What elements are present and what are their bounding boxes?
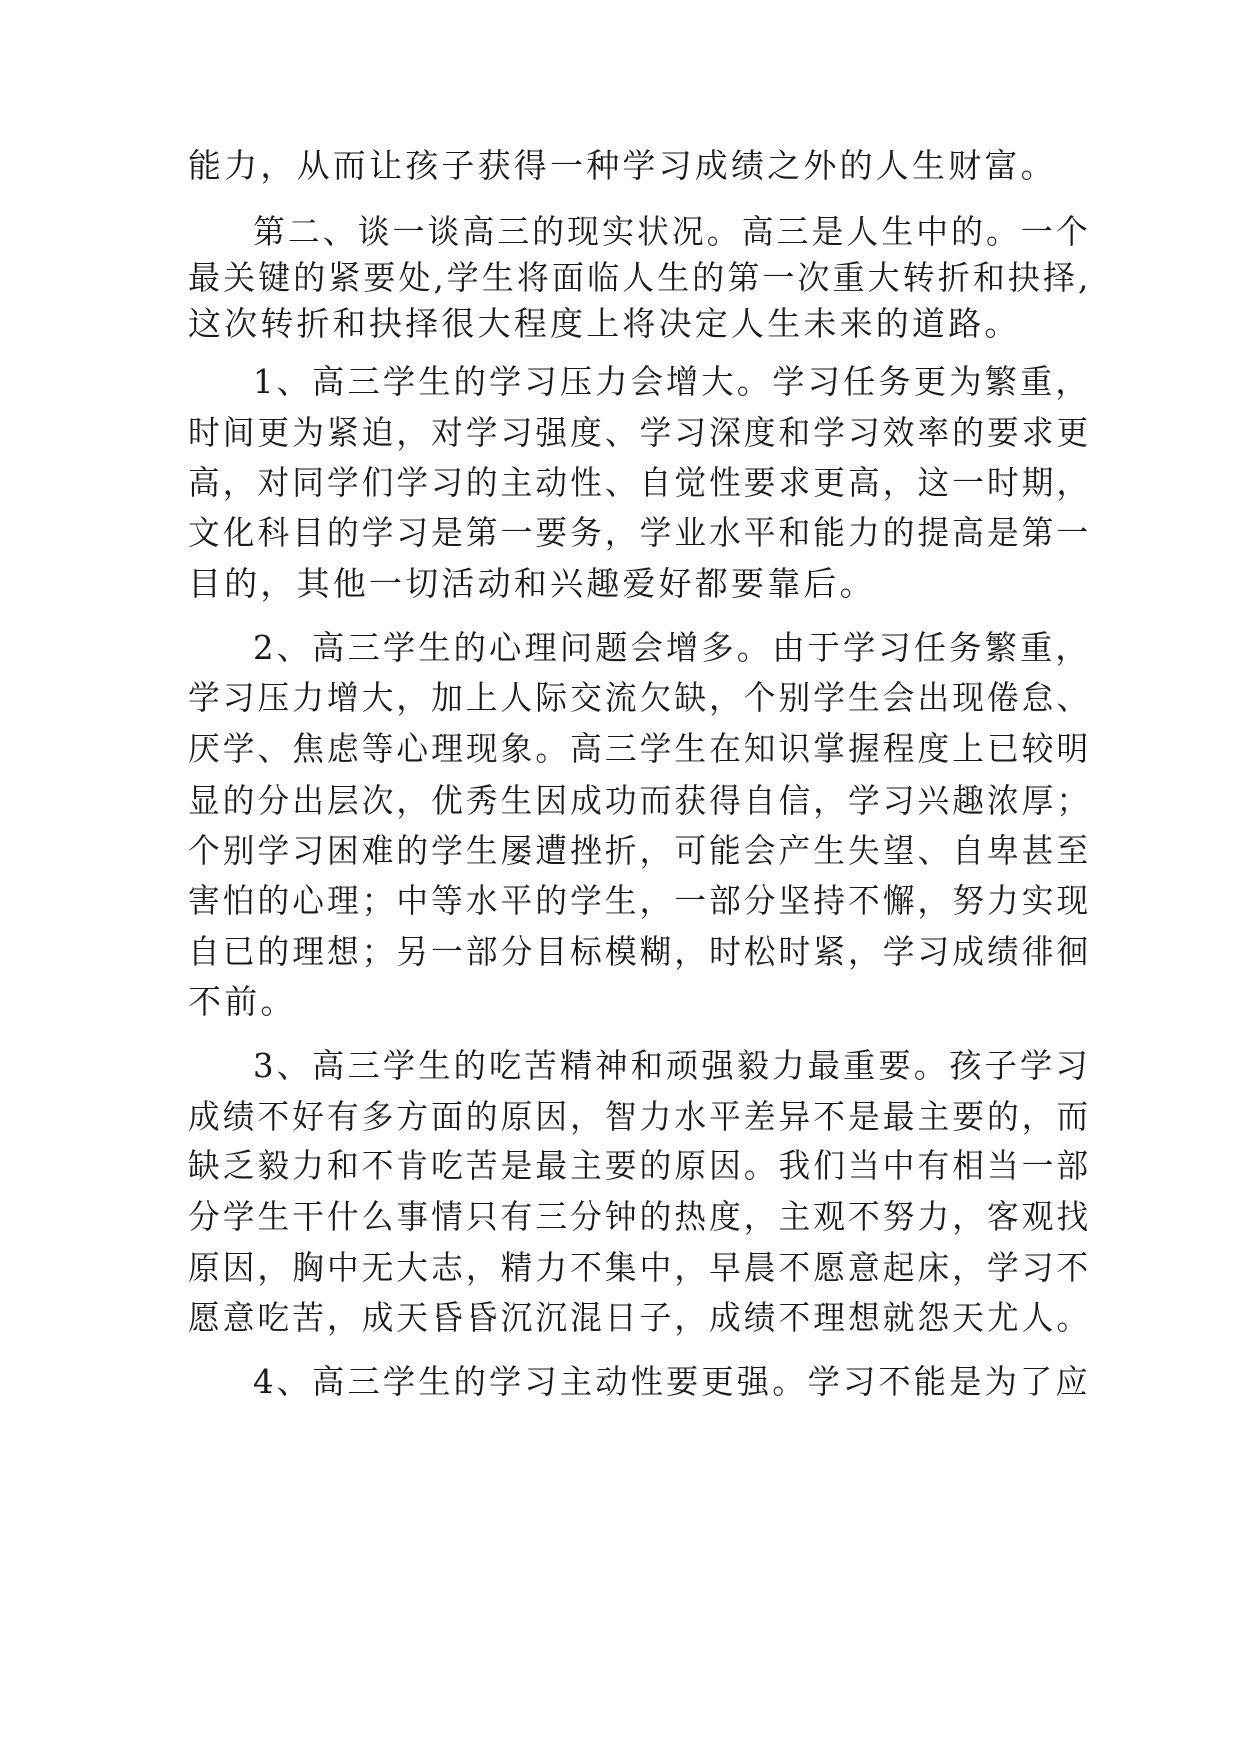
text-line: 时间更为紧迫，对学习强度、学习深度和学习效率的要求更 — [188, 413, 1092, 452]
text-line: 缺乏毅力和不肯吃苦是最主要的原因。我们当中有相当一部 — [188, 1146, 1092, 1185]
text-line: 显的分出层次，优秀生因成功而获得自信，学习兴趣浓厚； — [188, 781, 1092, 820]
text-line: 这次转折和抉择很大程度上将决定人生未来的道路。 — [188, 304, 1021, 343]
text-line: 目的，其他一切活动和兴趣爱好都要靠后。 — [188, 564, 876, 603]
text-line: 原因，胸中无大志，精力不集中，早晨不愿意起床，学习不 — [188, 1248, 1092, 1287]
text-line: 4、高三学生的学习主动性要更强。学习不能是为了应 — [253, 1362, 1091, 1401]
text-line: 成绩不好有多方面的原因，智力水平差异不是最主要的，而 — [188, 1097, 1092, 1136]
text-line: 高，对同学们学习的主动性、自觉性要求更高，这一时期， — [188, 463, 1092, 502]
text-line: 分学生干什么事情只有三分钟的热度，主观不努力，客观找 — [188, 1197, 1092, 1236]
text-line: 害怕的心理；中等水平的学生，一部分坚持不懈，努力实现 — [188, 881, 1092, 920]
text-line: 第二、谈一谈高三的现实状况。高三是人生中的。一个 — [253, 212, 1091, 251]
text-line: 不前。 — [188, 982, 297, 1021]
text-line: 文化科目的学习是第一要务，学业水平和能力的提高是第一 — [188, 513, 1092, 552]
text-line: 最关键的紧要处,学生将面临人生的第一次重大转折和抉择, — [188, 258, 1092, 297]
text-line: 愿意吃苦，成天昏昏沉沉混日子，成绩不理想就怨天尤人。 — [188, 1298, 1092, 1337]
text-line: 能力，从而让孩子获得一种学习成绩之外的人生财富。 — [188, 146, 1057, 185]
text-line: 自已的理想；另一部分目标模糊，时松时紧，学习成绩徘徊 — [188, 932, 1092, 971]
text-line: 3、高三学生的吃苦精神和顽强毅力最重要。孩子学习 — [253, 1046, 1091, 1085]
text-line: 1、高三学生的学习压力会增大。学习任务更为繁重， — [253, 362, 1091, 401]
text-line: 个别学习困难的学生屡遭挫折，可能会产生失望、自卑甚至 — [188, 831, 1092, 870]
text-line: 厌学、焦虑等心理现象。高三学生在知识掌握程度上已较明 — [188, 729, 1092, 768]
text-line: 2、高三学生的心理问题会增多。由于学习任务繁重， — [253, 628, 1091, 667]
text-line: 学习压力增大，加上人际交流欠缺，个别学生会出现倦怠、 — [188, 678, 1092, 717]
